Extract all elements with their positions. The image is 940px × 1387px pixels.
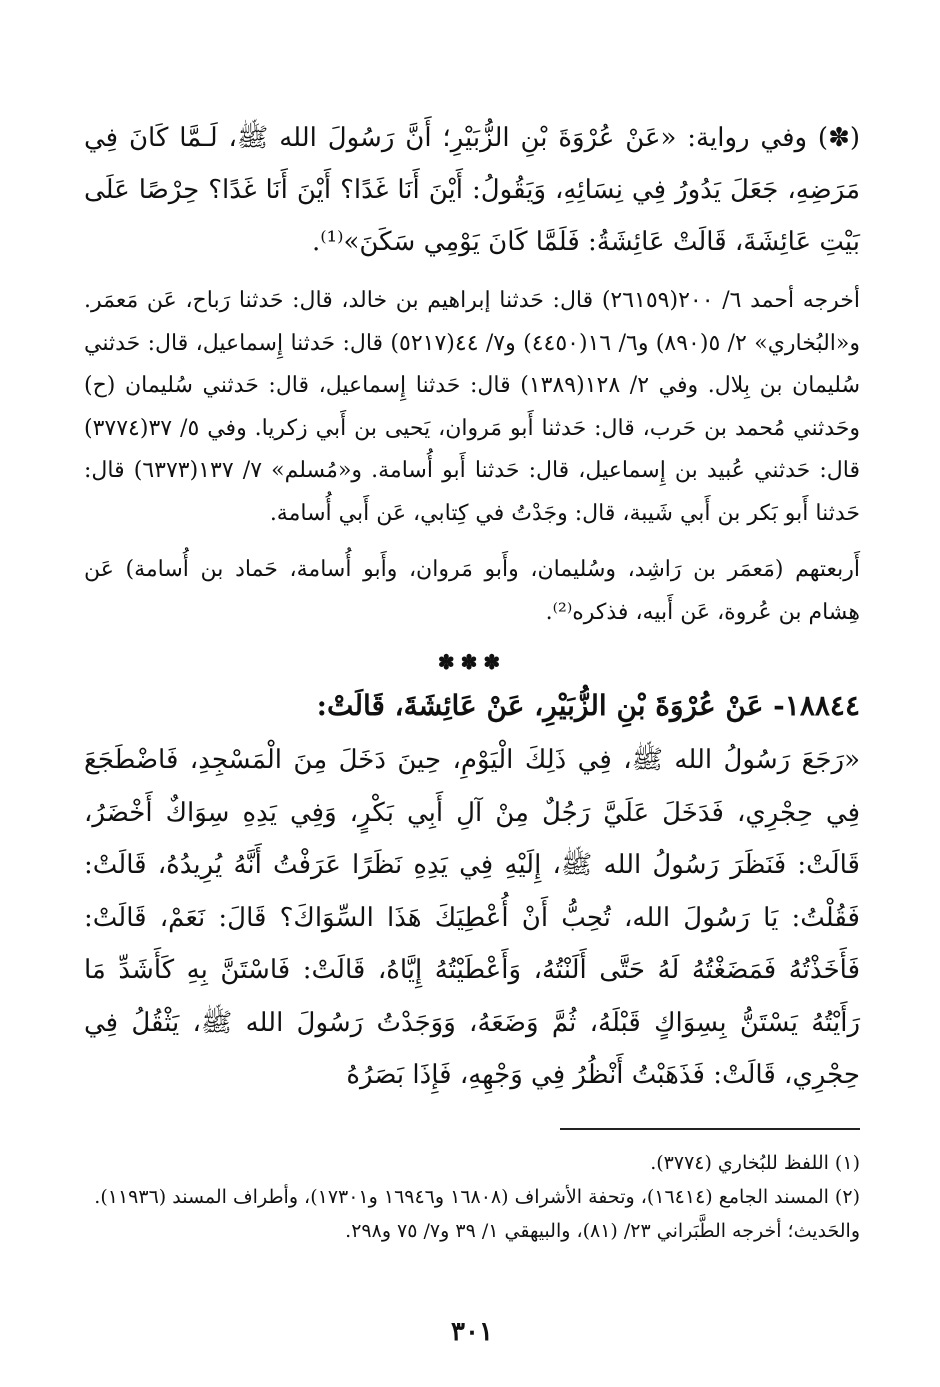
hadith-heading: ١٨٨٤٤- عَنْ عُرْوَةَ بْنِ الزُّبَيْرِ، عَنْ عَائِشَةَ، قَالَتْ: [316, 689, 860, 722]
section-separator: ✽✽✽ [437, 650, 507, 674]
book-page [84, 112, 860, 1362]
hadith-text: «رَجَعَ رَسُولُ الله ﷺ، فِي ذَلِكَ الْيَوْمِ، حِينَ دَخَلَ مِنَ الْمَسْجِدِ، فَاضْطَجَعَ فِي حِجْرِي، فَدَخَلَ عَلَيَّ رَجُلٌ مِنْ آلِ أَبِي بَكْرٍ، وَفِي يَدِهِ سِوَاكٌ أَخْضَرُ، قَالَتْ: فَنَظَرَ رَسُولُ الله ﷺ، إِلَيْهِ فِي يَدِهِ نَظَرًا عَرَفْتُ أَنَّهُ يُرِيدُهُ، قَالَتْ: فَقُلْتُ: يَا رَسُولَ الله، تُحِبُّ أَنْ أُعْطِيَكَ هَذَا السِّوَاكَ؟ قَالَ: نَعَمْ، قَالَتْ: فَأَخَذْتُهُ فَمَضَغْتُهُ لَهُ حَتَّى أَلَنْتُهُ، وَأَعْطَيْتُهُ إِيَّاهُ، قَالَتْ: فَاسْتَنَّ بِهِ كَأَشَدِّ مَا رَأَيْتُهُ يَسْتَنُّ بِسِوَاكٍ قَبْلَهُ، ثُمَّ وَضَعَهُ، وَوَجَدْتُ رَسُولَ الله ﷺ، يَثْقُلُ فِي حِجْرِي، قَالَتْ: فَذَهَبْتُ أَنْظُرُ فِي وَجْهِهِ، فَإِذَا بَصَرُهُ [84, 745, 860, 1090]
footnote-2: (٢) المسند الجامع (١٦٤١٤)، وتحفة الأشراف (١٦٨٠٨ و١٦٩٤٦ و١٧٣٠١)، وأطراف المسند (١١٩٣٦). [94, 1186, 860, 1208]
narration-variant-paragraph: (✽) وفي رواية: «عَنْ عُرْوَةَ بْنِ الزُّبَيْرِ؛ أَنَّ رَسُولَ الله ﷺ، لَـمَّا كَانَ فِي مَرَضِهِ، جَعَلَ يَدُورُ فِي نِسَائِهِ، وَيَقُولُ: أَيْنَ أَنَا غَدًا؟ أَيْنَ أَنَا غَدًا؟ حِرْصًا عَلَى بَيْتِ عَائِشَةَ، قَالَتْ عَائِشَةُ: فَلَمَّا كَانَ يَوْمِي سَكَنَ»⁽¹⁾. [84, 123, 860, 257]
narrators-summary-paragraph: أَربعتهم (مَعمَر بن رَاشِد، وسُليمان، وأَبو مَروان، وأَبو أُسامة، حَماد بن أُسامة) عَن هِشام بن عُروة، عَن أَبيه، فذكره⁽²⁾. [84, 557, 860, 625]
footnotes [84, 1146, 860, 1248]
takhrij-paragraph: أخرجه أحمد ٦/ ٢٠٠(٢٦١٥٩) قال: حَدثنا إبراهيم بن خالد، قال: حَدثنا رَباح، عَن مَعمَر. و«البُخاري» ٢/ ٥(٨٩٠) و٦/ ١٦(٤٤٥٠) و٧/ ٤٤(٥٢١٧) قال: حَدثنا إِسماعيل، قال: حَدثني سُليمان بن بِلال. وفي ٢/ ١٢٨(١٣٨٩) قال: حَدثنا إِسماعيل، قال: حَدثني سُليمان (ح) وحَدثني مُحمد بن حَرب، قال: حَدثنا أَبو مَروان، يَحيى بن أَبي زكريا. وفي ٥/ ٣٧(٣٧٧٤) قال: حَدثني عُبيد بن إِسماعيل، قال: حَدثنا أَبو أُسامة. و«مُسلم» ٧/ ١٣٧(٦٣٧٣) قال: حَدثنا أَبو بَكر بن أَبي شَيبة، قال: وجَدْتُ في كِتابي، عَن أَبي أُسامة. [84, 288, 861, 526]
page-number: ٣٠١ [451, 1317, 493, 1347]
footnote-3: والحَديث؛ أخرجه الطَّبَراني ٢٣/ (٨١)، والبيهقي ١/ ٣٩ و٧/ ٧٥ و٢٩٨. [345, 1220, 860, 1242]
footnote-divider [560, 1128, 860, 1130]
footnote-1: (١) اللفظ للبُخاري (٣٧٧٤). [650, 1152, 860, 1174]
